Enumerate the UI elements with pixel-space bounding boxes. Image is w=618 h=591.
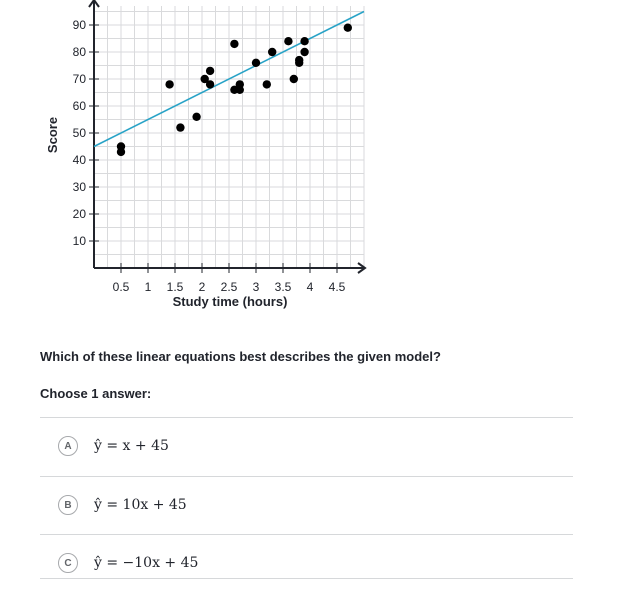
data-point: [117, 148, 125, 156]
choice-b-equation: ŷ = 10x + 45: [94, 497, 187, 513]
x-tick-label: 1: [144, 280, 152, 294]
data-point: [300, 37, 308, 45]
question-text: Which of these linear equations best describes the given model?: [40, 349, 441, 364]
x-tick-label: 3: [252, 280, 260, 294]
data-point: [344, 24, 352, 32]
y-tick-label: 80: [72, 45, 86, 59]
x-tick-label: 0.5: [112, 280, 130, 294]
data-point: [236, 86, 244, 94]
y-tick-label: 60: [72, 99, 86, 113]
data-points: [117, 24, 352, 157]
x-tick-label: 2.5: [220, 280, 238, 294]
choice-a-badge: A: [58, 436, 78, 456]
y-tick-label: 40: [72, 153, 86, 167]
data-point: [176, 123, 184, 131]
x-tick-label: 4.5: [328, 280, 346, 294]
choice-b-badge: B: [58, 495, 78, 515]
x-tick-label: 4: [306, 280, 314, 294]
data-point: [268, 48, 276, 56]
grid: [94, 6, 364, 268]
x-axis-title: Study time (hours): [172, 294, 288, 309]
data-point: [165, 80, 173, 88]
data-point: [290, 75, 298, 83]
y-tick-label: 50: [72, 126, 86, 140]
data-point: [192, 113, 200, 121]
choice-a[interactable]: [40, 418, 573, 474]
data-point: [284, 37, 292, 45]
y-tick-label: 10: [72, 234, 86, 248]
choice-b[interactable]: [40, 477, 573, 533]
y-tick-label: 90: [72, 18, 86, 32]
y-tick-label: 20: [72, 207, 86, 221]
choose-answer-label: Choose 1 answer:: [40, 386, 152, 401]
data-point: [300, 48, 308, 56]
divider: [40, 578, 573, 579]
choice-c-badge: C: [58, 553, 78, 573]
x-tick-label: 2: [198, 280, 206, 294]
x-tick-label: 1.5: [166, 280, 184, 294]
data-point: [295, 59, 303, 67]
data-point: [230, 40, 238, 48]
x-tick-label: 3.5: [274, 280, 292, 294]
data-point: [263, 80, 271, 88]
y-tick-label: 70: [72, 72, 86, 86]
choice-a-equation: ŷ = x + 45: [94, 438, 169, 454]
y-axis-title: Score: [45, 116, 60, 154]
tick-labels: [73, 18, 346, 294]
data-point: [252, 59, 260, 67]
y-tick-label: 30: [72, 180, 86, 194]
choice-c-equation: ŷ = −10x + 45: [94, 555, 199, 571]
data-point: [206, 67, 214, 75]
choice-c[interactable]: [40, 535, 573, 591]
data-point: [206, 80, 214, 88]
